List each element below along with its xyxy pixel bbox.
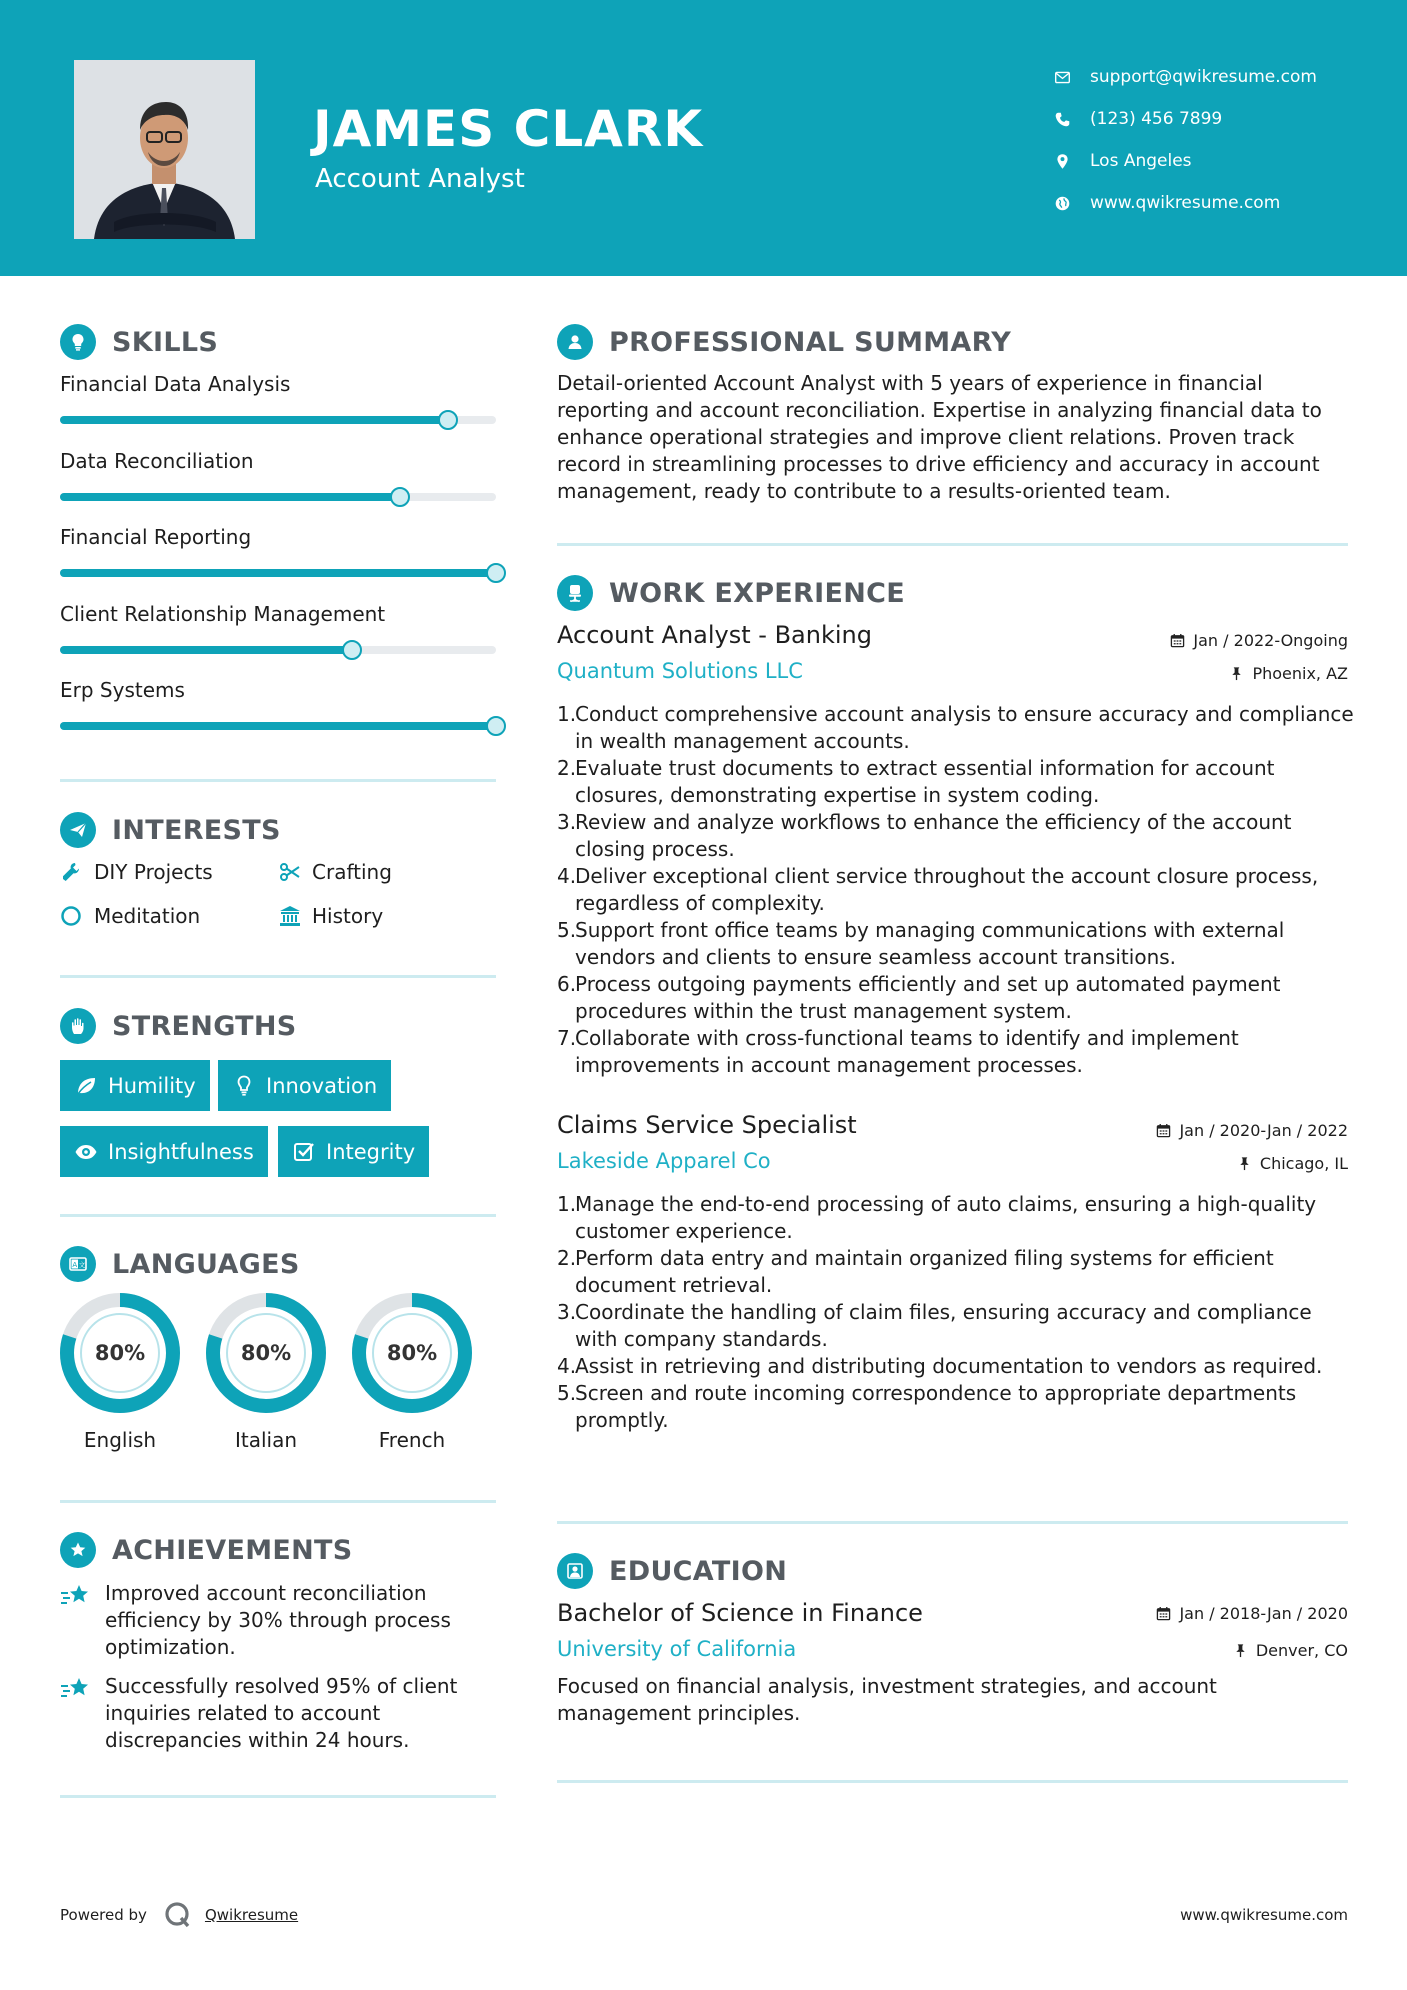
achievement-item <box>60 1673 490 1754</box>
skill-bar-track <box>60 722 496 730</box>
duty-text: Conduct comprehensive account analysis to ensure accuracy and compliance in wealth management accounts. <box>575 702 1354 753</box>
powered-by-label: Powered by <box>60 1906 147 1924</box>
person-portrait-icon <box>74 60 255 239</box>
contact-website[interactable] <box>1054 182 1384 224</box>
language-name: French <box>378 1428 446 1452</box>
language-item <box>205 1292 327 1452</box>
skill-bar-track <box>60 646 496 654</box>
skill-bar-track <box>60 569 496 577</box>
duty-item <box>557 1299 1357 1353</box>
duty-item <box>557 1025 1357 1079</box>
education-dates-text: Jan / 2018-Jan / 2020 <box>1179 1604 1348 1623</box>
skills-heading <box>60 324 218 360</box>
star-badge-icon <box>60 1532 96 1568</box>
candidate-role: Account Analyst <box>315 164 525 194</box>
skills-title: SKILLS <box>112 326 219 358</box>
education-title: EDUCATION <box>609 1555 788 1587</box>
svg-text:文: 文 <box>78 1260 86 1269</box>
job-duties-list <box>557 701 1357 1079</box>
strength-tag <box>60 1060 210 1111</box>
skill-bar-knob <box>342 640 362 660</box>
duty-text: Perform data entry and maintain organized filing systems for efficient document retrieval. <box>575 1246 1274 1297</box>
shooting-star-icon <box>60 1580 105 1661</box>
eye-icon <box>74 1140 98 1164</box>
profile-photo <box>74 60 255 239</box>
language-name: Italian <box>234 1428 298 1452</box>
job-dates <box>1156 1121 1348 1140</box>
job-title: Account Analyst - Banking <box>557 621 872 649</box>
gauge-percent: 80% <box>94 1341 146 1365</box>
language-item <box>351 1292 473 1452</box>
interest-label: History <box>312 904 384 928</box>
skill-item <box>60 372 500 449</box>
qwikresume-logo-icon <box>163 1900 193 1930</box>
contact-location <box>1054 140 1384 182</box>
map-pin-icon <box>1054 153 1090 170</box>
phone-icon <box>1054 111 1090 128</box>
duty-item <box>557 701 1357 755</box>
company-name: Lakeside Apparel Co <box>557 1149 771 1173</box>
strength-tag <box>218 1060 391 1111</box>
shooting-star-icon <box>60 1673 105 1754</box>
duty-text: Review and analyze workflows to enhance the efficiency of the account closing process. <box>575 810 1292 861</box>
achievement-item <box>60 1580 490 1661</box>
globe-icon <box>1054 195 1090 212</box>
skill-name: Erp Systems <box>60 678 185 702</box>
interest-item <box>60 858 278 886</box>
achievement-text: Successfully resolved 95% of client inquiries related to account discrepancies within 24 hours. <box>105 1674 458 1752</box>
skill-item <box>60 525 500 602</box>
skill-bar-knob <box>486 563 506 583</box>
check-square-icon <box>292 1140 316 1164</box>
skill-name: Data Reconciliation <box>60 448 254 473</box>
job-location <box>1237 1154 1348 1173</box>
contact-phone-text: (123) 456 7899 <box>1090 109 1223 129</box>
job-location-text: Chicago, IL <box>1259 1154 1348 1173</box>
scissors-icon <box>278 860 312 884</box>
language-gauge <box>351 1292 473 1414</box>
language-item <box>59 1292 181 1452</box>
section-divider <box>60 1214 496 1217</box>
graduate-icon <box>557 1553 593 1589</box>
duty-text: Manage the end-to-end processing of auto claims, ensuring a high-quality customer experience. <box>575 1192 1317 1243</box>
summary-text: Detail-oriented Account Analyst with 5 years of experience in financial reporting and account reconciliation. Expertise in analyzing financial data to enhance operational strategies and improve client relations. Proven track record in streamlining processes to drive efficiency and accuracy in account management, ready to contribute to a results-oriented team. <box>557 371 1322 503</box>
skill-bar-knob <box>438 410 458 430</box>
duty-number: 2. <box>557 1246 577 1270</box>
skill-bar-fill <box>60 722 496 730</box>
circle-icon <box>60 904 94 928</box>
strengths-title: STRENGTHS <box>112 1010 297 1042</box>
wrench-icon <box>60 860 94 884</box>
skill-bar-track <box>60 416 496 424</box>
skill-bar-knob <box>390 487 410 507</box>
skill-name: Client Relationship Management <box>60 601 386 626</box>
section-divider <box>557 543 1348 546</box>
gauge-percent: 80% <box>240 1341 292 1365</box>
duty-item <box>557 1380 1357 1434</box>
duty-item <box>557 1191 1357 1245</box>
section-divider <box>557 1780 1348 1783</box>
duty-number: 6. <box>557 972 577 996</box>
strength-label: Humility <box>108 1073 196 1098</box>
duty-number: 4. <box>557 1354 577 1378</box>
duty-number: 1. <box>557 1192 577 1216</box>
duty-number: 3. <box>557 810 577 834</box>
pushpin-icon <box>1237 1156 1252 1171</box>
strength-label: Insightfulness <box>108 1139 254 1164</box>
strength-label: Innovation <box>266 1073 378 1098</box>
calendar-icon <box>1156 1123 1171 1138</box>
language-icon <box>60 1246 96 1282</box>
interests-heading <box>60 812 281 848</box>
briefcase-chair-icon <box>557 575 593 611</box>
duty-text: Screen and route incoming correspondence to appropriate departments promptly. <box>575 1381 1297 1432</box>
achievement-text: Improved account reconciliation efficiency by 30% through process optimization. <box>105 1581 451 1659</box>
experience-heading <box>557 575 905 611</box>
lightbulb-icon <box>232 1074 256 1098</box>
calendar-icon <box>1156 1606 1171 1621</box>
gauge-percent: 80% <box>386 1341 438 1365</box>
interest-label: Crafting <box>312 860 392 884</box>
interest-item <box>278 902 478 930</box>
job-dates <box>1170 631 1348 650</box>
duty-number: 7. <box>557 1026 577 1050</box>
contact-website-text: www.qwikresume.com <box>1090 193 1281 213</box>
degree-title: Bachelor of Science in Finance <box>557 1599 923 1627</box>
skill-bar-fill <box>60 569 496 577</box>
contact-info <box>1054 56 1384 224</box>
skill-bar-fill <box>60 646 352 654</box>
company-name: Quantum Solutions LLC <box>557 659 803 683</box>
skill-bar-fill <box>60 416 448 424</box>
user-icon <box>557 324 593 360</box>
contact-location-text: Los Angeles <box>1090 151 1192 171</box>
language-gauge <box>205 1292 327 1414</box>
duty-item <box>557 809 1357 863</box>
skill-bar-knob <box>486 716 506 736</box>
duty-text: Evaluate trust documents to extract essential information for account closures, demonstrating expertise in system coding. <box>575 756 1275 807</box>
svg-text:A: A <box>72 1260 78 1269</box>
job-title: Claims Service Specialist <box>557 1111 857 1139</box>
strengths-heading <box>60 1008 297 1044</box>
education-description: Focused on financial analysis, investment strategies, and account management principles. <box>557 1674 1217 1725</box>
skill-item <box>60 449 500 526</box>
hand-icon <box>60 1008 96 1044</box>
contact-email-text: support@qwikresume.com <box>1090 67 1317 87</box>
skill-item <box>60 602 500 679</box>
section-divider <box>60 1795 496 1798</box>
contact-email[interactable] <box>1054 56 1384 98</box>
powered-by <box>60 1900 298 1930</box>
duty-item <box>557 1245 1357 1299</box>
section-divider <box>557 1521 1348 1524</box>
interest-label: DIY Projects <box>94 860 213 884</box>
skill-bar-track <box>60 493 496 501</box>
interests-title: INTERESTS <box>112 814 281 846</box>
job-location <box>1229 664 1348 683</box>
education-location <box>1233 1641 1348 1660</box>
duty-number: 5. <box>557 918 577 942</box>
achievements-title: ACHIEVEMENTS <box>112 1534 353 1566</box>
envelope-icon <box>1054 69 1090 86</box>
footer-url[interactable]: www.qwikresume.com <box>1180 1906 1348 1924</box>
duty-text: Assist in retrieving and distributing documentation to vendors as required. <box>575 1354 1323 1378</box>
duty-item <box>557 1353 1357 1380</box>
skill-name: Financial Data Analysis <box>60 372 291 396</box>
duty-item <box>557 917 1357 971</box>
lightbulb-icon <box>60 324 96 360</box>
contact-phone[interactable] <box>1054 98 1384 140</box>
languages-heading <box>60 1246 300 1282</box>
interests-list <box>60 858 480 930</box>
duty-text: Collaborate with cross-functional teams to identify and implement improvements in account management processes. <box>575 1026 1239 1077</box>
summary-heading <box>557 324 1011 360</box>
languages-title: LANGUAGES <box>112 1248 300 1280</box>
interest-label: Meditation <box>94 904 201 928</box>
paper-plane-icon <box>60 812 96 848</box>
duty-text: Coordinate the handling of claim files, ensuring accuracy and compliance with company standards. <box>575 1300 1312 1351</box>
duty-number: 1. <box>557 702 577 726</box>
strength-tag <box>60 1126 268 1177</box>
pushpin-icon <box>1233 1643 1248 1658</box>
experience-title: WORK EXPERIENCE <box>609 577 905 609</box>
pushpin-icon <box>1229 666 1244 681</box>
section-divider <box>60 779 496 782</box>
language-gauge <box>59 1292 181 1414</box>
job-duties-list <box>557 1191 1357 1434</box>
interest-item <box>278 858 478 886</box>
bank-icon <box>278 904 312 928</box>
interest-item <box>60 902 278 930</box>
summary-title: PROFESSIONAL SUMMARY <box>609 326 1012 358</box>
skill-name: Financial Reporting <box>60 525 252 549</box>
achievements-heading <box>60 1532 353 1568</box>
duty-number: 4. <box>557 864 577 888</box>
strength-tag <box>278 1126 429 1177</box>
duty-number: 5. <box>557 1381 577 1405</box>
education-location-text: Denver, CO <box>1255 1641 1348 1660</box>
duty-text: Support front office teams by managing communications with external vendors and clients to ensure seamless account transitions. <box>575 918 1285 969</box>
skill-item <box>60 678 500 755</box>
calendar-icon <box>1170 633 1185 648</box>
candidate-name: JAMES CLARK <box>313 100 704 158</box>
strength-label: Integrity <box>326 1139 416 1164</box>
duty-item <box>557 755 1357 809</box>
education-heading <box>557 1553 787 1589</box>
duty-number: 3. <box>557 1300 577 1324</box>
language-name: English <box>83 1428 157 1452</box>
duty-text: Process outgoing payments efficiently and set up automated payment procedures within the trust management system. <box>575 972 1281 1023</box>
job-dates-text: Jan / 2022-Ongoing <box>1193 631 1348 650</box>
section-divider <box>60 1500 496 1503</box>
duty-number: 2. <box>557 756 577 780</box>
skill-bar-fill <box>60 493 400 501</box>
job-dates-text: Jan / 2020-Jan / 2022 <box>1179 1121 1348 1140</box>
section-divider <box>60 975 496 978</box>
skills-list <box>60 372 500 755</box>
leaf-icon <box>74 1074 98 1098</box>
brand-link[interactable]: Qwikresume <box>204 1906 299 1924</box>
school-name: University of California <box>557 1637 797 1661</box>
job-location-text: Phoenix, AZ <box>1252 664 1348 683</box>
duty-item <box>557 971 1357 1025</box>
education-dates <box>1156 1604 1348 1623</box>
resume-header <box>0 0 1407 276</box>
duty-text: Deliver exceptional client service throughout the account closure process, regardless of complexity. <box>575 864 1319 915</box>
duty-item <box>557 863 1357 917</box>
